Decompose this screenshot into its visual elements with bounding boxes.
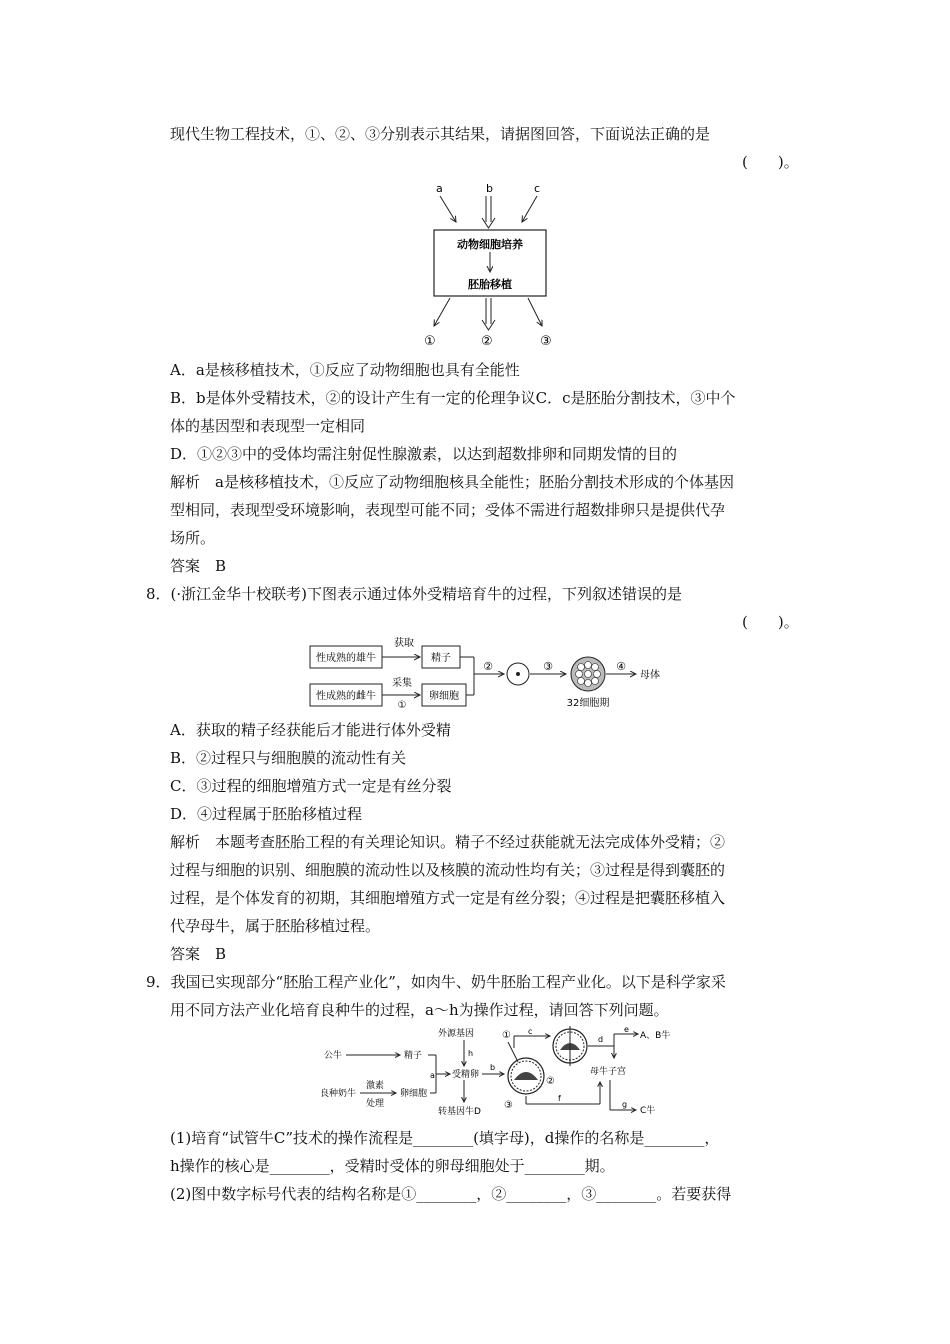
step2-label: ②: [483, 660, 493, 673]
label-a: a: [430, 1071, 435, 1080]
ab-cow-label: A、B牛: [640, 1031, 671, 1041]
q7-option-b: B．b是体外受精技术，②的设计产生有一定的伦理争议C．c是胚胎分割技术，③中个: [170, 389, 736, 407]
q8-option-c: C．③过程的细胞增殖方式一定是有丝分裂: [170, 777, 452, 795]
q7-analysis-1: 解析 a是核移植技术，①反应了动物细胞核具全能性；胚胎分割技术形成的个体基因: [170, 473, 734, 491]
q8-option-d: D．④过程属于胚胎移植过程: [170, 805, 363, 823]
label-g: g: [622, 1100, 628, 1109]
q7-option-d: D．①②③中的受体均需注射促性腺激素，以达到超数排卵和同期发情的目的: [170, 445, 678, 463]
hormone-label: 激素: [366, 1081, 385, 1091]
q7-input-a: a: [436, 182, 443, 195]
q8-option-a: A．获取的精子经获能后才能进行体外受精: [170, 721, 451, 739]
q9-stem-1: 9．我国已实现部分“胚胎工程产业化”，如肉牛、奶牛胚胎工程产业化。以下是科学家采: [146, 973, 726, 991]
q7-answer: 答案 B: [170, 557, 227, 575]
q8-option-b: B．②过程只与细胞膜的流动性有关: [170, 749, 407, 767]
q7-stem: 现代生物工程技术，①、②、③分别表示其结果，请据图回答，下面说法正确的是: [170, 125, 711, 143]
q7-analysis-3: 场所。: [170, 529, 216, 547]
q8-analysis-1: 解析 本题考查胚胎工程的有关理论知识。精子不经过获能就无法完成体外受精；②: [170, 833, 726, 851]
blastocyst-1: [508, 1058, 544, 1094]
label-d: d: [598, 1035, 604, 1044]
step3-label: ③: [543, 660, 553, 673]
q8-stem: 8．(·浙江金华十校联考)下图表示通过体外受精培育牛的过程，下列叙述错误的是: [146, 585, 683, 603]
num-1: ①: [502, 1030, 511, 1041]
egg-label: 卵细胞: [429, 691, 459, 702]
q9-sub1-line1: (1)培育“试管牛C”技术的操作流程是________(填字母)，d操作的名称是________，: [170, 1129, 720, 1147]
c-cow-label: C牛: [640, 1106, 656, 1116]
blastocyst-2: [553, 1026, 587, 1066]
q7-figure: [420, 178, 570, 350]
q7-option-a: A．a是核移植技术，①反应了动物细胞也具有全能性: [170, 361, 520, 379]
num-2: ②: [546, 1076, 555, 1087]
q7-box-bottom: 胚胎移植: [468, 278, 512, 291]
uterus-label: 母牛子宫: [590, 1067, 627, 1077]
gene-label: 外源基因: [438, 1029, 475, 1039]
sperm-label: 精子: [431, 653, 451, 664]
q7-input-b: b: [486, 182, 493, 195]
q7-input-c: c: [534, 182, 541, 195]
egg-label-9: 卵细胞: [400, 1089, 428, 1099]
cow-label: 良种奶牛: [320, 1089, 357, 1099]
q9-stem-2: 用不同方法产业化培育良种牛的过程，a～h为操作过程，请回答下列问题。: [170, 1001, 669, 1019]
mother-label: 母体: [640, 670, 660, 681]
stage-label: 32细胞期: [566, 698, 610, 709]
male-label: 性成熟的雄牛: [316, 653, 376, 664]
q8-answer: 答案 B: [170, 945, 227, 963]
label-h: h: [468, 1049, 474, 1058]
q8-analysis-2: 过程与细胞的识别、细胞膜的流动性以及核膜的流动性均有关；③过程是得到囊胚的: [170, 861, 726, 879]
q8-analysis-3: 过程，是个体发育的初期，其细胞增殖方式一定是有丝分裂；④过程是把囊胚移植入: [170, 889, 726, 907]
female-label: 性成熟的雌牛: [316, 691, 376, 702]
q7-box-top: 动物细胞培养: [457, 238, 523, 251]
num-3: ③: [504, 1100, 513, 1111]
label-f: f: [558, 1094, 561, 1103]
q7-output-3: ③: [540, 334, 552, 349]
q9-sub2: (2)图中数字标号代表的结构名称是①________，②________，③________。若要获得: [170, 1185, 732, 1203]
zygote-label: 受精卵: [452, 1070, 480, 1080]
transgenic-label: 转基因牛D: [438, 1107, 481, 1116]
collect-label: 采集: [392, 678, 412, 689]
label-b: b: [490, 1063, 496, 1072]
q7-analysis-2: 型相同，表现型受环境影响，表现型可能不同；受体不需进行超数排卵只是提供代孕: [170, 501, 726, 519]
q8-analysis-4: 代孕母牛，属于胚胎移植过程。: [170, 917, 381, 935]
embryo-32-cell: [571, 657, 605, 691]
treat-label: 处理: [366, 1099, 385, 1109]
step1-label: ①: [397, 700, 407, 710]
label-e: e: [624, 1025, 629, 1034]
q8-paren: ( )。: [742, 613, 799, 631]
arrow-c: [522, 196, 537, 222]
q7-output-1: ①: [424, 334, 436, 349]
q7-output-2: ②: [481, 334, 493, 349]
step4-label: ④: [616, 660, 626, 673]
bull-label: 公牛: [324, 1051, 343, 1061]
get-label: 获取: [394, 638, 414, 649]
arrow-a: [440, 196, 456, 222]
q9-sub1-line2: h操作的核心是________，受精时受体的卵母细胞处于________期。: [170, 1157, 615, 1175]
sperm-label-9: 精子: [404, 1051, 423, 1061]
q8-figure: [308, 636, 674, 710]
label-c: c: [528, 1027, 533, 1036]
q9-figure: [318, 1024, 688, 1116]
q7-paren: ( )。: [742, 153, 799, 171]
q7-option-b-cont: 体的基因型和表现型一定相同: [170, 417, 366, 435]
